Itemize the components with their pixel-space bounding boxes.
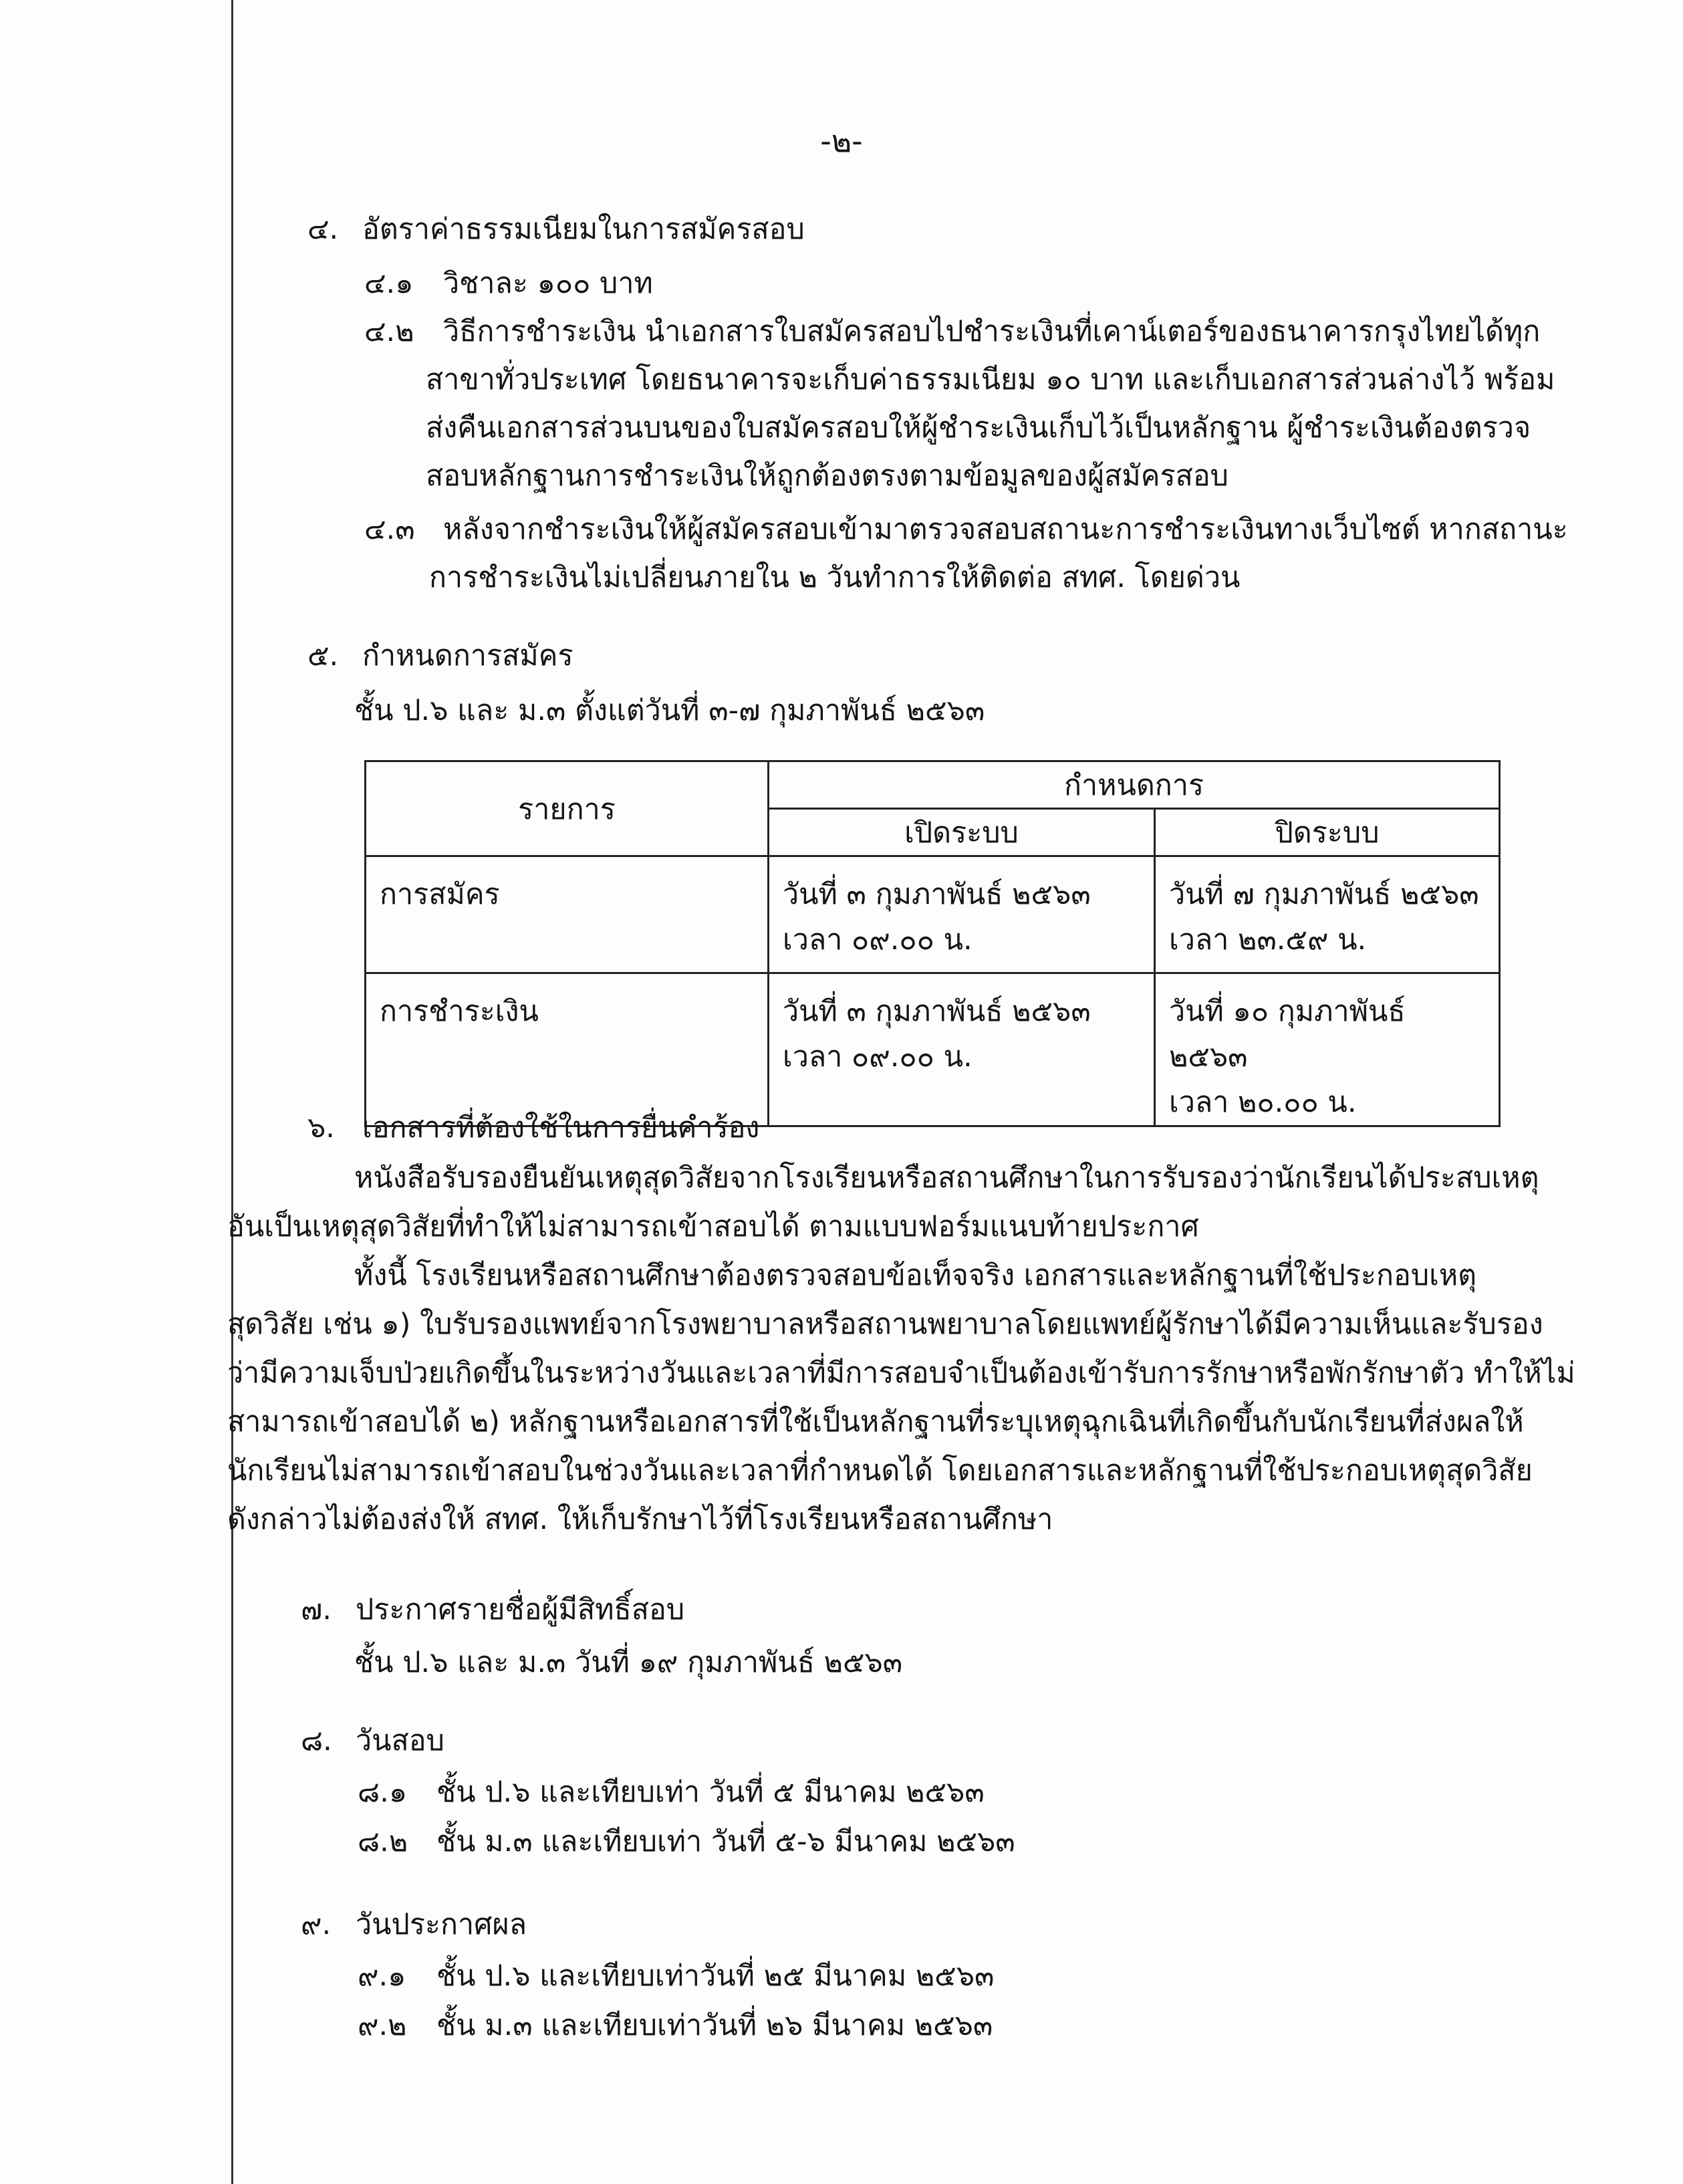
row-open bbox=[769, 973, 1155, 1126]
open-date: วันที่ ๓ กุมภาพันธ์ ๒๕๖๓ bbox=[783, 995, 1091, 1028]
page-number: -๒- bbox=[820, 123, 863, 159]
close-time: เวลา ๒๐.๐๐ น. bbox=[1169, 1086, 1357, 1119]
section-6-para-1-line-2: อันเป็นเหตุสุดวิสัยที่ทำให้ไม่สามารถเข้าสอบได้ ตามแบบฟอร์มแนบท้ายประกาศ bbox=[227, 1210, 1199, 1243]
row-close bbox=[1155, 856, 1500, 973]
schedule-table bbox=[364, 760, 1501, 1127]
close-time: เวลา ๒๓.๕๙ น. bbox=[1169, 923, 1367, 957]
section-5-heading: ๕. กำหนดการสมัคร bbox=[307, 639, 573, 673]
col-header-open: เปิดระบบ bbox=[769, 809, 1155, 856]
section-6-para-1-line-1: หนังสือรับรองยืนยันเหตุสุดวิสัยจากโรงเรียนหรือสถานศึกษาในการรับรองว่านักเรียนได้ประสบเหตุ bbox=[354, 1161, 1539, 1195]
page-edge-line bbox=[231, 0, 233, 2184]
section-4-2-line-3: ส่งคืนเอกสารส่วนบนของใบสมัครสอบให้ผู้ชำระเงินเก็บไว้เป็นหลักฐาน ผู้ชำระเงินต้องตรวจ bbox=[426, 411, 1531, 445]
section-6-para-2-line-1: ทั้งนี้ โรงเรียนหรือสถานศึกษาต้องตรวจสอบข้อเท็จจริง เอกสารและหลักฐานที่ใช้ประกอบเหตุ bbox=[354, 1259, 1477, 1292]
section-5-subtext: ชั้น ป.๖ และ ม.๓ ตั้งแต่วันที่ ๓-๗ กุมภาพันธ์ ๒๕๖๓ bbox=[354, 694, 985, 727]
section-7-subtext: ชั้น ป.๖ และ ม.๓ วันที่ ๑๙ กุมภาพันธ์ ๒๕๖๓ bbox=[354, 1646, 903, 1679]
section-6-para-2-line-5: นักเรียนไม่สามารถเข้าสอบในช่วงวันและเวลาที่กำหนดได้ โดยเอกสารและหลักฐานที่ใช้ประกอบเหตุสุดวิสัย bbox=[227, 1454, 1533, 1487]
section-9-1: ๙.๑ ชั้น ป.๖ และเทียบเท่าวันที่ ๒๕ มีนาคม ๒๕๖๓ bbox=[358, 1959, 995, 1993]
section-4-2-line-2: สาขาทั่วประเทศ โดยธนาคารจะเก็บค่าธรรมเนียม ๑๐ บาท และเก็บเอกสารส่วนล่างไว้ พร้อม bbox=[426, 363, 1555, 396]
section-8-heading: ๘. วันสอบ bbox=[301, 1724, 444, 1757]
col-header-item: รายการ bbox=[366, 761, 769, 856]
row-open bbox=[769, 856, 1155, 973]
close-date: วันที่ ๗ กุมภาพันธ์ ๒๕๖๓ bbox=[1169, 878, 1479, 911]
col-header-schedule: กำหนดการ bbox=[769, 761, 1500, 809]
row-item: การสมัคร bbox=[366, 856, 769, 973]
open-time: เวลา ๐๙.๐๐ น. bbox=[783, 1040, 973, 1074]
section-6-heading: ๖. เอกสารที่ต้องใช้ในการยื่นคำร้อง bbox=[307, 1111, 760, 1144]
section-9-2: ๙.๒ ชั้น ม.๓ และเทียบเท่าวันที่ ๒๖ มีนาคม ๒๕๖๓ bbox=[358, 2009, 993, 2042]
open-time: เวลา ๐๙.๐๐ น. bbox=[783, 923, 973, 957]
section-9-heading: ๙. วันประกาศผล bbox=[301, 1908, 527, 1941]
section-6-para-2-line-6: ดังกล่าวไม่ต้องส่งให้ สทศ. ให้เก็บรักษาไว้ที่โรงเรียนหรือสถานศึกษา bbox=[227, 1503, 1053, 1536]
row-close bbox=[1155, 973, 1500, 1126]
section-6-para-2-line-2: สุดวิสัย เช่น ๑) ใบรับรองแพทย์จากโรงพยาบาลหรือสถานพยาบาลโดยแพทย์ผู้รักษาได้มีความเห็นและรับรอง bbox=[227, 1308, 1543, 1341]
section-4-3-line-2: การชำระเงินไม่เปลี่ยนภายใน ๒ วันทำการให้ติดต่อ สทศ. โดยด่วน bbox=[429, 561, 1241, 594]
section-8-2: ๘.๒ ชั้น ม.๓ และเทียบเท่า วันที่ ๕-๖ มีนาคม ๒๕๖๓ bbox=[358, 1825, 1015, 1858]
section-4-2-line-4: สอบหลักฐานการชำระเงินให้ถูกต้องตรงตามข้อมูลของผู้สมัครสอบ bbox=[426, 459, 1228, 493]
section-4-3-line-1: ๔.๓ หลังจากชำระเงินให้ผู้สมัครสอบเข้ามาตรวจสอบสถานะการชำระเงินทางเว็บไซต์ หากสถานะ bbox=[364, 513, 1568, 546]
open-date: วันที่ ๓ กุมภาพันธ์ ๒๕๖๓ bbox=[783, 878, 1091, 911]
section-8-1: ๘.๑ ชั้น ป.๖ และเทียบเท่า วันที่ ๕ มีนาคม ๒๕๖๓ bbox=[358, 1776, 985, 1809]
section-4-1: ๔.๑ วิชาละ ๑๐๐ บาท bbox=[364, 267, 653, 300]
section-6-para-2-line-4: สามารถเข้าสอบได้ ๒) หลักฐานหรือเอกสารที่ใช้เป็นหลักฐานที่ระบุเหตุฉุกเฉินที่เกิดขึ้นกับนักเรียนที่ส่งผลให้ bbox=[227, 1405, 1524, 1439]
table-row bbox=[366, 973, 1500, 1126]
table-row bbox=[366, 856, 1500, 973]
section-4-2-line-1: ๔.๒ วิธีการชำระเงิน นำเอกสารใบสมัครสอบไปชำระเงินที่เคาน์เตอร์ของธนาคารกรุงไทยได้ทุก bbox=[364, 315, 1541, 348]
col-header-close: ปิดระบบ bbox=[1155, 809, 1500, 856]
close-date: วันที่ ๑๐ กุมภาพันธ์ ๒๕๖๓ bbox=[1169, 995, 1406, 1074]
section-7-heading: ๗. ประกาศรายชื่อผู้มีสิทธิ์สอบ bbox=[301, 1593, 685, 1626]
section-4-heading: ๔. อัตราค่าธรรมเนียมในการสมัครสอบ bbox=[307, 213, 805, 246]
row-item: การชำระเงิน bbox=[366, 973, 769, 1126]
section-6-para-2-line-3: ว่ามีความเจ็บป่วยเกิดขึ้นในระหว่างวันและเวลาที่มีการสอบจำเป็นต้องเข้ารับการรักษาหรือพักรักษาตัว ทำให้ไม่ bbox=[227, 1356, 1575, 1390]
